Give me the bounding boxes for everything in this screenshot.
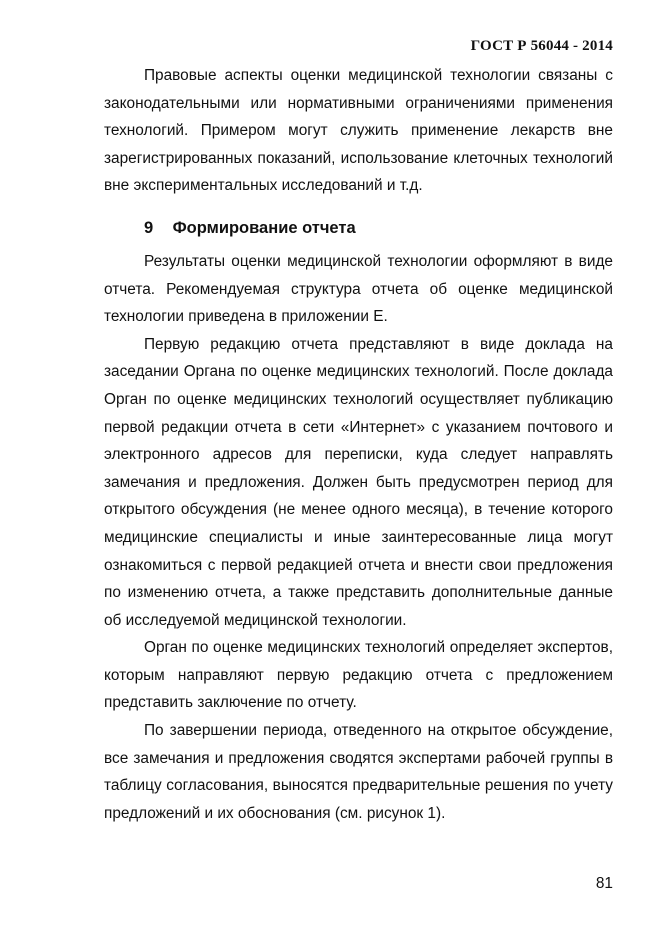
paragraph-results: Результаты оценки медицинской технологии оформляют в виде отчета. Рекомендуемая структура отчета об оценке медицинской технологии приведена в приложении Е. — [104, 252, 613, 326]
paragraph-discussion-end: По завершении периода, отведенного на открытое обсуждение, все замечания и предложения сводятся экспертами рабочей группы в таблицу согласования, выносятся предварительные решения по учету предложений и их обоснования (см. рисунок 1). — [104, 722, 613, 822]
paragraph-experts: Орган по оценке медицинских технологий определяет экспертов, которым направляют первую редакцию отчета с предложением представить заключение по отчету. — [104, 639, 613, 712]
document-body — [104, 62, 613, 827]
document-header: ГОСТ Р 56044 - 2014 — [470, 38, 613, 54]
page-number: 81 — [595, 875, 613, 892]
section-number: 9 — [144, 218, 154, 237]
section-title: Формирование отчета — [172, 218, 356, 237]
paragraph-legal-aspects: Правовые аспекты оценки медицинской технологии связаны с законодательными или нормативными ограничениями применения технологий. Примером могут служить применение лекарств вне зарегистрированных показаний, использование клеточных технологий вне экспериментальных исследований и т.д. — [104, 67, 613, 195]
section-heading — [104, 214, 613, 242]
paragraph-first-edition: Первую редакцию отчета представляют в виде доклада на заседании Органа по оценке медицинских технологий. После доклада Орган по оценке медицинских технологий осуществляет публикацию первой редакции отчета в сети «Интернет» с указанием почтового и электронного адресов для переписки, куда следует направлять замечания и предложения. Должен быть предусмотрен период для открытого обсуждения (не менее одного месяца), в течение которого медицинские специалисты и иные заинтересованные лица могут ознакомиться с первой редакцией отчета и внести свои предложения по изменению отчета, а также представить дополнительные данные об исследуемой медицинской технологии. — [104, 335, 613, 629]
